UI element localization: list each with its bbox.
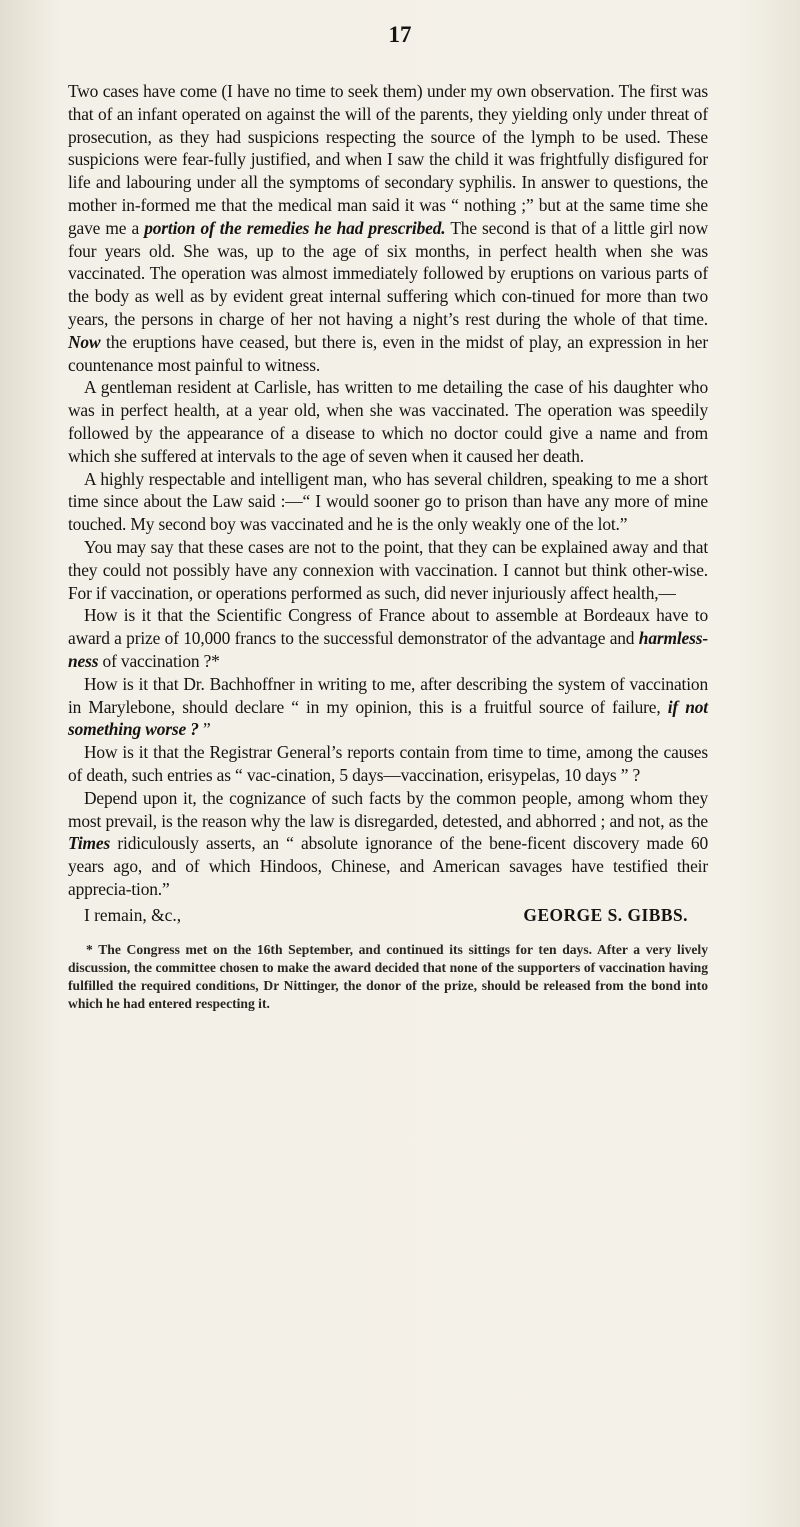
paragraph <box>68 741 708 787</box>
text-run: A highly respectable and intelligent man, who has several children, speaking to me a short time since about the Law said :—“ I would sooner go to prison than have any more of mine touched. My second boy was vaccinated and he is the only weakly one of the lot.” <box>68 468 708 535</box>
paragraph <box>68 468 708 536</box>
text-run: ridiculously asserts, an “ absolute ignorance of the bene-ficent discovery made 60 years ago, and of which Hindoos, Chinese, and American savages have testified their apprecia-tion.” <box>68 833 708 899</box>
paragraph <box>68 604 708 672</box>
paragraph <box>68 376 708 467</box>
closing: I remain, &c., <box>84 904 182 925</box>
paragraph <box>68 673 708 741</box>
page-number: 17 <box>388 22 412 47</box>
text-run: How is it that the Registrar General’s reports contain from time to time, among the causes of death, such entries as “ vac-cination, 5 days—vaccination, erisypelas, 10 days ” ? <box>68 742 708 785</box>
text-run: How is it that the Scientific Congress of France about to assemble at Bordeaux have to award a prize of 10,000 francs to the successful demonstrator of the advantage and <box>68 605 708 649</box>
paragraph <box>68 80 708 376</box>
text-run: the eruptions have ceased, but there is, even in the midst of play, an expression in her countenance most painful to witness. <box>68 331 708 375</box>
signature: GEORGE S. GIBBS. <box>523 904 688 925</box>
text-run: You may say that these cases are not to the point, that they can be explained away and that they could not possibly have any connexion with vaccination. I cannot but think other-wise. For if vaccination, or operations performed as such, did never injuriously affect health,— <box>68 536 708 603</box>
text-run: How is it that Dr. Bachhoffner in writing to me, after describing the system of vaccination in Marylebone, should declare “ in my opinion, this is a fruitful source of failure, <box>68 673 708 717</box>
emphasis-run: harmless-ness <box>68 628 708 671</box>
text-run: The second is that of a little girl now four years old. She was, up to the age of six months, in perfect health when she was vaccinated. The operation was almost immediately followed by eruptions on various parts of the body as well as by evident great internal suffering which con-tinued for more than two years, the persons in charge of her not having a night’s rest during the whole of that time. <box>68 217 709 329</box>
paragraph <box>68 536 708 604</box>
footnote: * The Congress met on the 16th September, and continued its sittings for ten days. After a very lively discussion, the committee chosen to make the award decided that none of the supporters of vaccination having fulfilled the required conditions, Dr Nittinger, the donor of the prize, should be released from the bond into which he had entered respecting it. <box>68 941 708 1012</box>
emphasis-run: if not something worse ? <box>68 696 708 740</box>
letter-body <box>68 80 708 1014</box>
text-run: ” <box>198 719 211 740</box>
text-run: Two cases have come (I have no time to seek them) under my own observation. The first was that of an infant operated on against the will of the parents, they yielding only under threat of prosecution, as they had suspicions respecting the source of the lymph to be used. These suspicions were fear-fully justified, and when I saw the child it was frightfully disfigured for life and labouring under all the symptoms of secondary syphilis. In answer to questions, the mother in-formed me that the medical man said it was “ nothing ;” but at the same time she gave me a <box>68 81 708 238</box>
emphasis-run: Times <box>68 833 111 854</box>
text-run: A gentleman resident at Carlisle, has written to me detailing the case of his daughter who was in perfect health, at a year old, when she was vaccinated. The operation was speedily followed by the appearance of a disease to which no doctor could give a name and from which she suffered at intervals to the age of seven when it caused her death. <box>68 377 708 466</box>
emphasis-run: portion of the remedies he had prescribed. <box>144 217 446 238</box>
sign-off <box>68 903 708 927</box>
text-run: of vaccination ?* <box>98 650 220 671</box>
paragraph <box>68 787 708 901</box>
emphasis-run: Now <box>68 331 101 352</box>
text-run: Depend upon it, the cognizance of such facts by the common people, among whom they most prevail, is the reason why the law is disregarded, detested, and abhorred ; and not, as the <box>68 787 708 831</box>
